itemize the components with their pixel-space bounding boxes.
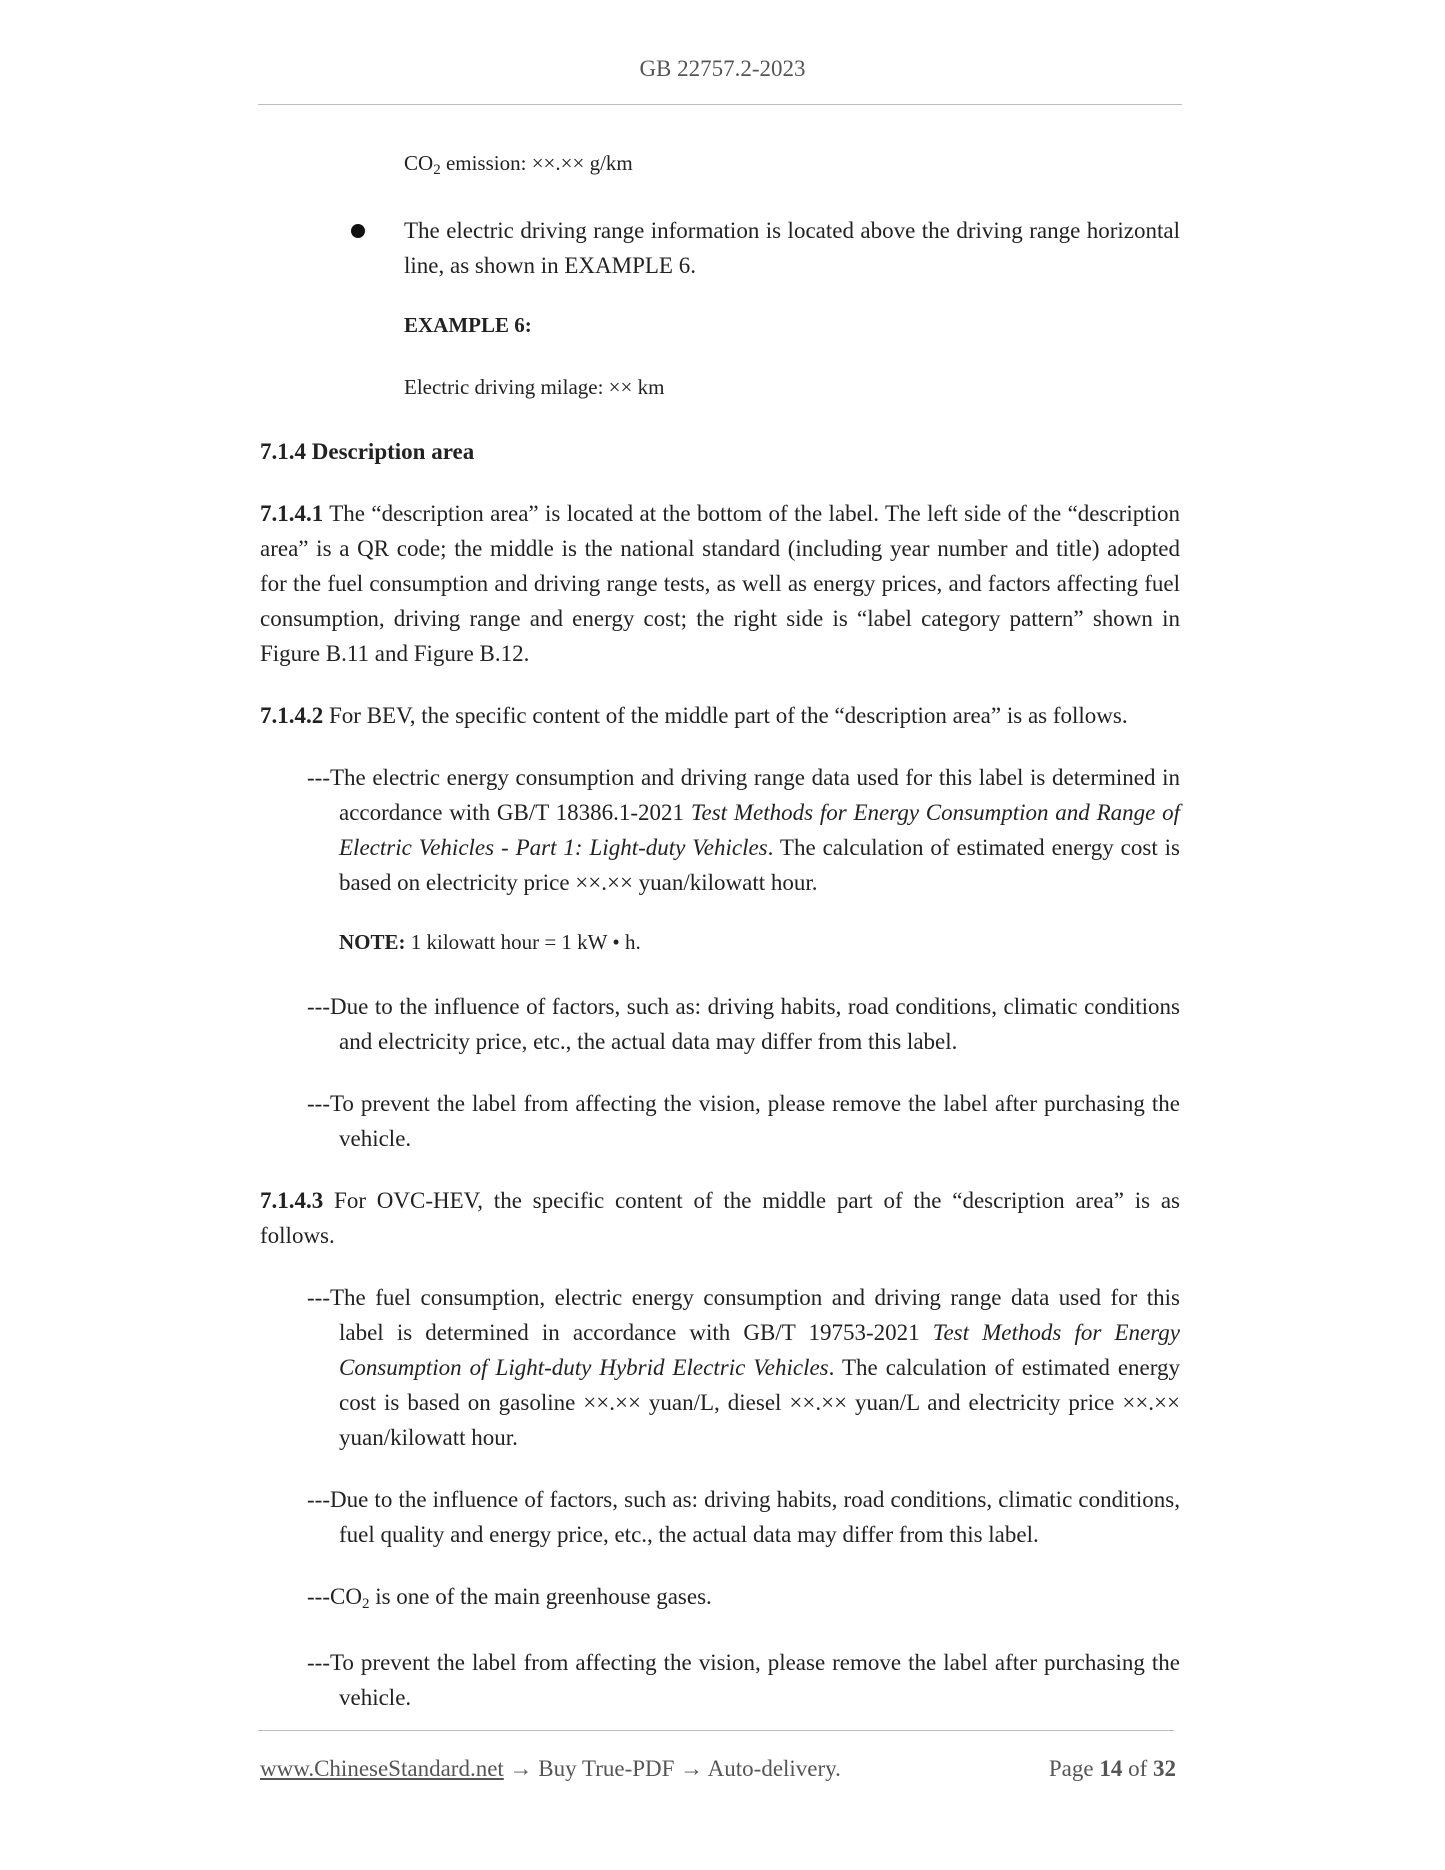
clause-number: 7.1.4.1 <box>260 501 324 526</box>
document-id: GB 22757.2-2023 <box>639 56 806 81</box>
bullet-text: The electric driving range information is located above the driving range horizontal line, as shown in EXAMPLE 6. <box>404 218 1180 278</box>
example-6-text: Electric driving milage: ×× km <box>404 375 665 399</box>
page-footer <box>260 1756 1176 1782</box>
bullet-item <box>404 213 1180 283</box>
example-6-label: EXAMPLE 6: <box>404 313 532 337</box>
paragraph-7-1-4-3: 7.1.4.3 For OVC-HEV, the specific content of the middle part of the “description area” is as follows. <box>260 1188 1180 1248</box>
page-number: Page 14 of 32 <box>1048 1756 1176 1781</box>
section-heading: 7.1.4 Description area <box>260 439 475 464</box>
bullet-icon <box>351 224 365 238</box>
footer-divider <box>258 1730 1174 1731</box>
footer-promo: www.ChineseStandard.net → Buy True-PDF → Auto-delivery. <box>260 1756 841 1781</box>
hev-item-standard: ---The fuel consumption, electric energy consumption and driving range data used for this label is determined in accordance with GB/T 19753-2021 Test Methods for Energy Consumption of Light-duty Hybrid Electric Vehicles. The calculation of estimated energy cost is based on gasoline ××.×× yuan/L, diesel ××.×× yuan/L and electricity price ××.×× yuan/kilowatt hour. <box>307 1285 1181 1450</box>
paragraph-7-1-4-1: 7.1.4.1 The “description area” is located at the bottom of the label. The left side of the “description area” is a QR code; the middle is the national standard (including year number and title) adopted for the fuel consumption and driving range tests, as well as energy prices, and factors affecting fuel consumption, driving range and energy cost; the right side is “label category pattern” shown in Figure B.11 and Figure B.12. <box>260 501 1180 666</box>
bev-item-factors: ---Due to the influence of factors, such as: driving habits, road conditions, climatic conditions and electricity price, etc., the actual data may differ from this label. <box>307 994 1180 1054</box>
page-content <box>260 148 1180 1742</box>
bev-item-standard: ---The electric energy consumption and driving range data used for this label is determined in accordance with GB/T 18386.1-2021 Test Methods for Energy Consumption and Range of Electric Vehicles - Part 1: Light-duty Vehicles. The calculation of estimated energy cost is based on electricity price ××.×× yuan/kilowatt hour. <box>307 765 1180 895</box>
website-link[interactable]: www.ChineseStandard.net <box>260 1756 504 1781</box>
hev-item-remove-label: ---To prevent the label from affecting the vision, please remove the label after purchasing the vehicle. <box>307 1650 1180 1710</box>
paragraph-7-1-4-2: 7.1.4.2 For BEV, the specific content of the middle part of the “description area” is as follows. <box>260 703 1128 728</box>
note: NOTE: 1 kilowatt hour = 1 kW • h. <box>339 930 641 954</box>
clause-number: 7.1.4.2 <box>260 703 324 728</box>
standard-title: Test Methods for Energy Consumption of Light-duty Hybrid Electric Vehicles <box>339 1320 1181 1380</box>
hev-item-factors: ---Due to the influence of factors, such as: driving habits, road conditions, climatic conditions, fuel quality and energy price, etc., the actual data may differ from this label. <box>307 1487 1180 1547</box>
header-divider <box>258 104 1182 105</box>
standard-title: Test Methods for Energy Consumption and Range of Electric Vehicles - Part 1: Light-duty Vehicles <box>339 800 1180 860</box>
bev-item-remove-label: ---To prevent the label from affecting the vision, please remove the label after purchasing the vehicle. <box>307 1091 1180 1151</box>
hev-item-co2: $---CO_2$ is one of the main greenhouse gases. <box>307 1584 712 1612</box>
co2-emission-line: $CO_2$ emission: ××.×× g/km <box>404 151 633 178</box>
document-header <box>0 56 1445 82</box>
clause-number: 7.1.4.3 <box>260 1188 324 1213</box>
